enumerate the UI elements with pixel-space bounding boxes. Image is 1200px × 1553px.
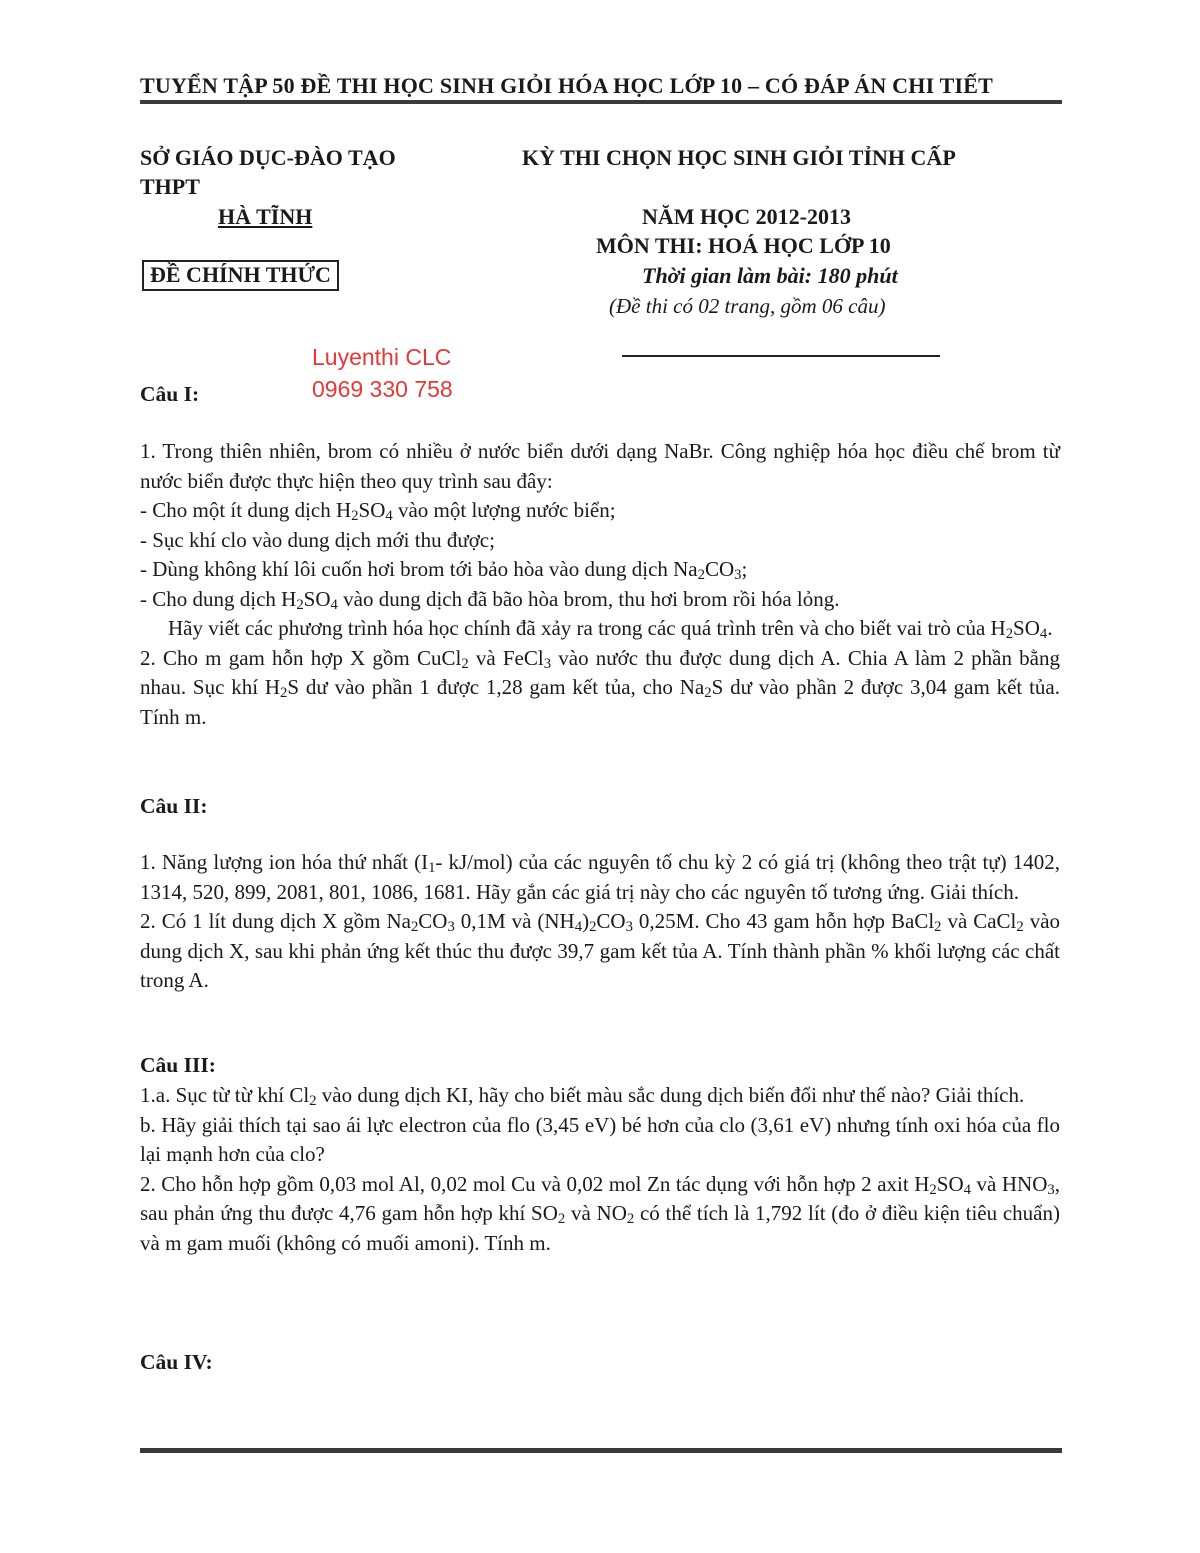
s2-paragraph-1: 1. Năng lượng ion hóa thứ nhất ($I_1-$ kJ/mol) của các nguyên tố chu kỳ 2 có giá trị (không theo trật tự) 1402, 1314, 520, 899, 2081, 801, 1086, 1681. Hãy gắn các giá trị này cho các nguyên tố tương ứng. Giải thích.: [140, 850, 1060, 904]
series-title: TUYỂN TẬP 50 ĐỀ THI HỌC SINH GIỎI HÓA HỌC LỚP 10 – CÓ ĐÁP ÁN CHI TIẾT: [140, 73, 994, 98]
header-rule: [140, 100, 1062, 104]
watermark-line2: 0969 330 758: [312, 376, 453, 402]
s2-paragraph-2: 2. Có 1 lít dung dịch X gồm $Na_2CO_3$ 0,1M và $(NH_4)_2CO_3$ 0,25M. Cho 43 gam hỗn hợp BaCl$_2$ và CaCl$_2$ vào dung dịch X, sau khi phản ứng kết thúc thu được 39,7 gam kết tủa A. Tính thành phần % khối lượng các chất trong A.: [140, 909, 1061, 992]
subject: MÔN THI: HOÁ HỌC LỚP 10: [596, 233, 891, 258]
section-title-3: Câu III:: [140, 1053, 216, 1077]
province-name: HÀ TĨNH: [218, 204, 313, 229]
watermark-line1: Luyenthi CLC: [312, 344, 452, 370]
department-name: SỞ GIÁO DỤC-ĐÀO TẠO: [140, 145, 396, 170]
header-underline: [622, 355, 940, 357]
section-3-body: [140, 1081, 1060, 1258]
s1-paragraph-4: - Dùng không khí lôi cuốn hơi brom tới bảo hòa vào dung dịch $Na_2CO_3$;: [140, 557, 748, 583]
pages-note: (Đề thi có 02 trang, gồm 06 câu): [609, 294, 886, 318]
section-title-1: Câu I:: [140, 382, 200, 406]
s1-paragraph-3: - Sục khí clo vào dung dịch mới thu được;: [140, 527, 495, 552]
s1-paragraph-5: - Cho dung dịch $H_2SO_4$ vào dung dịch đã bão hòa brom, thu hơi brom rồi hóa lỏng.: [140, 586, 840, 613]
section-title-4: Câu IV:: [140, 1350, 213, 1374]
school-year: NĂM HỌC 2012-2013: [642, 204, 851, 229]
department-suffix: THPT: [140, 174, 200, 199]
s1-paragraph-2: - Cho một ít dung dịch $H_2SO_4$ vào một lượng nước biển;: [140, 498, 616, 524]
s1-paragraph-1: 1. Trong thiên nhiên, brom có nhiều ở nước biển dưới dạng NaBr. Công nghiệp hóa học điều chế brom từ nước biển được thực hiện theo quy trình sau đây:: [140, 439, 1060, 493]
official-badge: ĐỀ CHÍNH THỨC: [142, 260, 339, 291]
footer-rule: [140, 1448, 1062, 1453]
section-title-2: Câu II:: [140, 794, 208, 818]
duration: Thời gian làm bài: 180 phút: [642, 263, 898, 288]
s1-paragraph-6: Hãy viết các phương trình hóa học chính đã xảy ra trong các quá trình trên và cho biết vai trò của $H_2SO_4$.: [168, 616, 1053, 642]
s3-paragraph-2: b. Hãy giải thích tại sao ái lực electron của flo (3,45 eV) bé hơn của clo (3,61 eV) nhưng tính oxi hóa của flo lại mạnh hơn của clo?: [140, 1112, 1060, 1166]
section-2-body: [140, 848, 1060, 996]
s1-paragraph-7: 2. Cho m gam hỗn hợp X gồm CuCl$_2$ và FeCl$_3$ vào nước thu được dung dịch A. Chia A làm 2 phần bằng nhau. Sục khí $H_2S$ dư vào phần 1 được 1,28 gam kết tủa, cho $Na_2S$ dư vào phần 2 được 3,04 gam kết tủa. Tính m.: [140, 645, 1061, 729]
section-1-body: [140, 437, 1060, 732]
exam-title: KỲ THI CHỌN HỌC SINH GIỎI TỈNH CẤP: [522, 145, 956, 170]
s3-paragraph-1: 1.a. Sục từ từ khí $Cl_2$ vào dung dịch KI, hãy cho biết màu sắc dung dịch biến đổi như thế nào? Giải thích.: [140, 1083, 1025, 1109]
s3-paragraph-3: 2. Cho hỗn hợp gồm 0,03 mol Al, 0,02 mol Cu và 0,02 mol Zn tác dụng với hỗn hợp 2 axit $H_2SO_4$ và $HNO_3$, sau phản ứng thu được 4,76 gam hỗn hợp khí $SO_2$ và $NO_2$ có thể tích là 1,792 lít (đo ở điều kiện tiêu chuẩn) và m gam muối (không có muối amoni). Tính m.: [140, 1171, 1060, 1255]
